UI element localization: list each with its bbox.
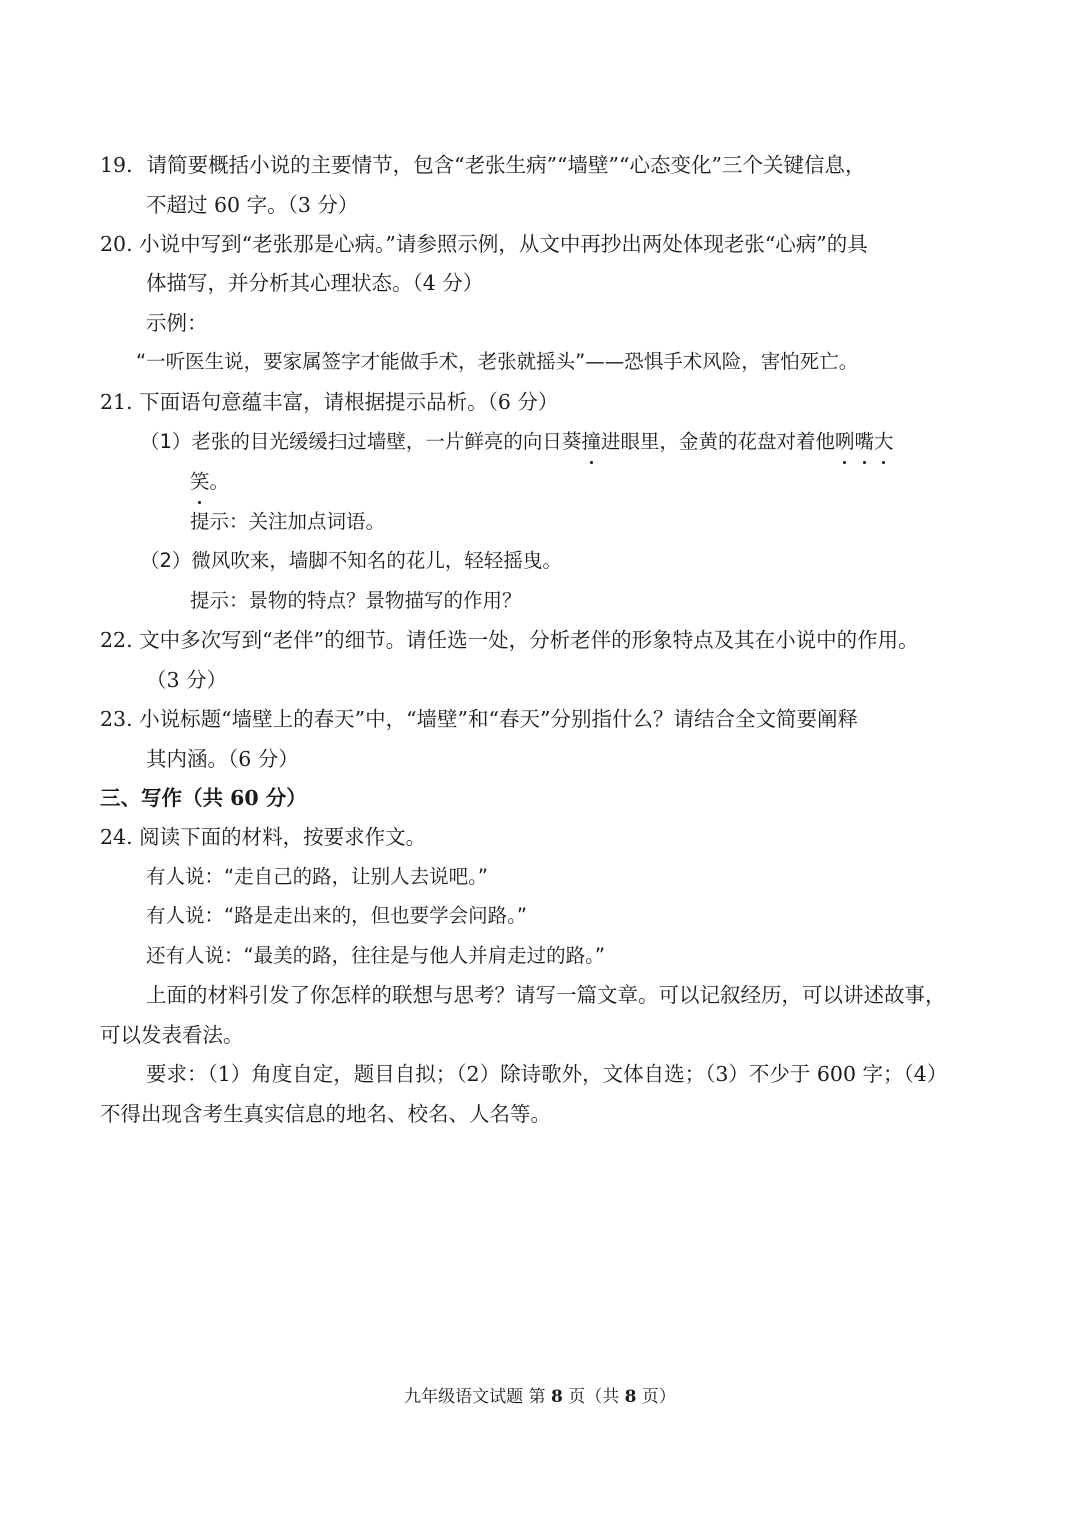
footer-text-c: 页） [636, 1387, 676, 1407]
q20-line1: 20. 小说中写到“老张那是心病。”请参照示例，从文中再抄出两处体现老张“心病”的具 [100, 232, 868, 256]
q21-item2: （2）微风吹来，墙脚不知名的花儿，轻轻摇曳。 [140, 549, 562, 572]
q24-req2: 不得出现含考生真实信息的地名、校名、人名等。 [100, 1102, 551, 1126]
q24-quote3: 还有人说：“最美的路，往往是与他人并肩走过的路。” [146, 944, 605, 967]
q22-line1: 22. 文中多次写到“老伴”的细节。请任选一处，分析老伴的形象特点及其在小说中的作用。 [100, 628, 919, 652]
emphasis-dot-word: 咧 [835, 427, 855, 457]
q23-line1: 23. 小说标题“墙壁上的春天”中，“墙壁”和“春天”分别指什么？请结合全文简要阐释 [100, 707, 858, 731]
q24-req1: 要求：（1）角度自定，题目自拟；（2）除诗歌外，文体自选；（3）不少于 600 字；（4） [146, 1062, 948, 1086]
q24-quote2: 有人说：“路是走出来的，但也要学会问路。” [146, 904, 527, 927]
footer-total-pages: 8 [624, 1387, 637, 1407]
page-footer [0, 1384, 1080, 1410]
footer-text-b: 页（共 [562, 1387, 625, 1407]
footer-page-number: 8 [550, 1387, 563, 1407]
q21-item1-text-b: 进眼里，金黄的花盘对着他 [600, 430, 835, 453]
emphasis-dot-word: 大 [874, 427, 894, 457]
q24-quote1: 有人说：“走自己的路，让别人去说吧。” [146, 865, 488, 888]
q23-line2: 其内涵。（6 分） [146, 747, 299, 771]
footer-text-a: 九年级语文试题 第 [404, 1387, 551, 1407]
section3-heading: 三、写作（共 60 分） [100, 786, 307, 810]
q19-line2: 不超过 60 字。（3 分） [146, 193, 359, 217]
emphasis-dot-word: 撞 [581, 427, 601, 457]
emphasis-dot-word: 笑 [190, 467, 210, 497]
emphasis-dot-word: 嘴 [854, 427, 874, 457]
q22-line2: （3 分） [146, 668, 228, 692]
q21-item1-text-a: （1）老张的目光缓缓扫过墙壁，一片鲜亮的向日葵 [140, 430, 582, 453]
q21-item1-cont [190, 467, 229, 497]
q21-hint2: 提示：景物的特点？景物描写的作用？ [190, 589, 522, 612]
q21-line1: 21. 下面语句意蕴丰富，请根据提示品析。（6 分） [100, 390, 559, 414]
q20-example: “一听医生说，要家属签字才能做手术，老张就摇头”——恐惧手术风险，害怕死亡。 [136, 350, 859, 373]
q21-hint1: 提示：关注加点词语。 [190, 510, 386, 533]
q24-prompt1: 上面的材料引发了你怎样的联想与思考？请写一篇文章。可以记叙经历，可以讲述故事， [146, 983, 946, 1007]
q24-line1: 24. 阅读下面的材料，按要求作文。 [100, 825, 427, 849]
q19-line1: 19．请简要概括小说的主要情节，包含“老张生病”“墙壁”“心态变化”三个关键信息， [100, 153, 866, 177]
q20-line2: 体描写，并分析其心理状态。（4 分） [146, 271, 484, 295]
q24-prompt2: 可以发表看法。 [100, 1023, 244, 1047]
q21-item1-end: 。 [209, 470, 230, 493]
q20-example-label: 示例： [146, 311, 208, 335]
q21-item1 [140, 427, 894, 457]
